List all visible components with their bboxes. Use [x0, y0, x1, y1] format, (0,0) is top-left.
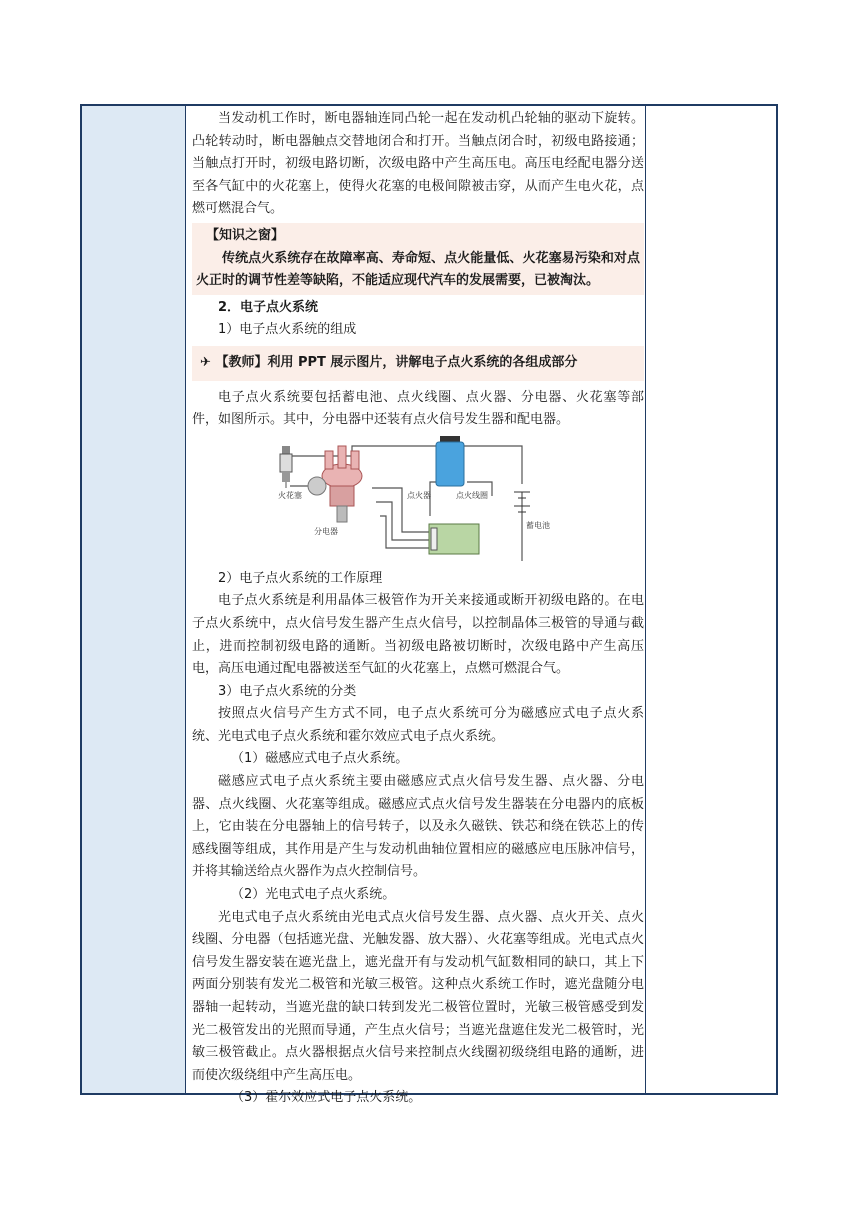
ignition-diagram-svg [192, 436, 644, 566]
wires [287, 446, 522, 561]
teacher-note [192, 346, 644, 381]
classification-text: 按照点火信号产生方式不同，电子点火系统可分为磁感应式电子点火系统、光电式电子点火系统和霍尔效应式电子点火系统。 [192, 706, 644, 744]
ignition-coil-icon [436, 436, 464, 486]
spark-plug-icon [280, 446, 292, 488]
label-igniter: 点火器 [407, 490, 431, 500]
subsection-principle: 2）电子点火系统的工作原理 [218, 570, 383, 586]
subsection-composition: 1）电子点火系统的组成 [218, 322, 357, 338]
lesson-table [80, 104, 778, 1106]
knowledge-title: 【知识之窗】 [206, 227, 285, 243]
optical-text: 光电式电子点火系统由光电式点火信号发生器、点火器、点火开关、点火线圈、分电器（包括遮光盘、光触发器、放大器）、火花塞等组成。光电式点火信号发生器安装在遮光盘上，遮光盘开有与发动机气缸数相同的缺口，其上下两面分别装有发光二极管和光敏三极管。这种点火系统工作时，遮光盘随分电器轴一起转动，当遮光盘的缺口转到发光二极管位置时，光敏三极管感受到发光二极管发出的光照而导通，产生点火信号；当遮光盘遮住发光二极管时，光敏三极管截止。点火器根据点火信号来控制点火线圈初级绕组电路的通断，进而使次级绕组中产生高压电。 [192, 909, 644, 1083]
ignition-diagram [192, 436, 644, 566]
composition-text: 电子点火系统要包括蓄电池、点火线圈、点火器、分电器、火花塞等部件，如图所示。其中，分电器中还装有点火信号发生器和配电器。 [192, 389, 644, 428]
plane-icon: ✈ [200, 354, 211, 370]
label-battery: 蓄电池 [526, 520, 550, 530]
magnetic-heading: （1）磁感应式电子点火系统。 [231, 751, 409, 767]
principle-text: 电子点火系统是利用晶体三极管作为开关来接通或断开初级电路的。在电子点火系统中，点火信号发生器产生点火信号，以控制晶体三极管的导通与截止，进而控制初级电路的通断。当初级电路被切断时，次级电路中产生高压电，高压电通过配电器被送至气缸的火花塞上，点燃可燃混合气。 [192, 593, 644, 677]
knowledge-text: 传统点火系统存在故障率高、寿命短、点火能量低、火花塞易污染和对点火正时的调节性差等缺陷，不能适应现代汽车的发展需要，已被淘汰。 [196, 250, 640, 289]
paragraph-breaker-operation: 当发动机工作时，断电器轴连同凸轮一起在发动机凸轮轴的驱动下旋转。凸轮转动时，断电器触点交替地闭合和打开。当触点闭合时，初级电路接通；当触点打开时，初级电路切断，次级电路中产生高压电。高压电经配电器分送至各气缸中的火花塞上，使得火花塞的电极间隙被击穿，从而产生电火花，点燃可燃混合气。 [192, 111, 644, 217]
label-coil: 点火线圈 [456, 490, 488, 500]
optical-heading: （2）光电式电子点火系统。 [231, 887, 396, 903]
distributor-icon [308, 446, 362, 522]
content [192, 108, 644, 1110]
right-column [645, 106, 776, 1093]
left-column [82, 106, 186, 1093]
magnetic-text: 磁感应式电子点火系统主要由磁感应式点火信号发生器、点火器、分电器、点火线圈、火花塞等组成。磁感应式点火信号发生器装在分电器内的底板上，它由装在分电器轴上的信号转子，以及永久磁铁、铁芯和绕在铁芯上的传感线圈等组成，其作用是产生与发动机曲轴位置相应的磁感应电压脉冲信号，并将其输送给点火器作为点火控制信号。 [192, 774, 644, 880]
label-spark-plug: 火花塞 [278, 490, 302, 500]
label-distributor: 分电器 [314, 526, 338, 536]
main-column [186, 106, 648, 1106]
knowledge-window [192, 223, 644, 295]
subsection-classification: 3）电子点火系统的分类 [218, 683, 357, 699]
igniter-icon [429, 524, 479, 554]
hall-heading: （3）霍尔效应式电子点火系统。 [231, 1090, 422, 1106]
section-heading: 2．电子点火系统 [218, 299, 319, 315]
teacher-text: 【教师】利用 PPT 展示图片，讲解电子点火系统的各组成部分 [215, 354, 578, 370]
